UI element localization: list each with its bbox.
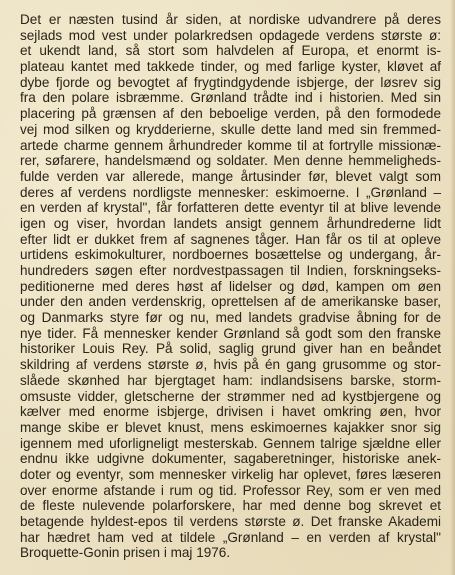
text-line: nye tider. Få mennesker kender Grønland så godt som den franske xyxy=(20,325,441,341)
text-line: plateau kantet med takkede tinder, og med farlige kyster, kløvet af xyxy=(20,59,441,75)
text-line: og Danmarks styre før og nu, med landets gradvise åbning for de xyxy=(20,310,441,326)
text-line: betagende hyldest-epos til verdens største ø. Det franske Akademi xyxy=(20,514,441,529)
text-line: fra den polare isbræmme. Grønland trådte ind i historien. Med sin xyxy=(20,90,441,106)
blurb-text xyxy=(20,12,441,561)
text-line: doter og eventyr, som mennesker virkelig har oplevet, føres læseren xyxy=(20,466,441,482)
text-line: en verden af krystal", får forfatteren dette eventyr til at blive levende xyxy=(20,200,441,216)
text-line: endnu ikke udgivne dokumenter, sagaberetninger, historiske anek- xyxy=(20,451,441,467)
text-line: slåede skønhed har bjergtaget ham: indlandsisens barske, storm- xyxy=(20,372,441,388)
text-line: historiker Louis Rey. På solid, saglig grund giver han en beåndet xyxy=(20,341,441,357)
text-line: over enorme afstande i rum og tid. Professor Rey, som er ven med xyxy=(20,482,441,498)
text-line: vej mod silken og krydderierne, skulle dette land med sin fremmed- xyxy=(20,121,441,137)
text-line: urtidens eskimokulturer, nordboernes bosættelse og undergang, år- xyxy=(20,247,441,263)
text-line: de fleste nulevende polarforskere, har med denne bog skrevet et xyxy=(20,498,441,514)
text-line: deres af verdens nordligste mennesker: eskimoerne. I „Grønland – xyxy=(20,184,441,200)
text-line: sejlads mod vest under polarkredsen opdagede verdens største ø: xyxy=(20,27,441,43)
page-edge-shadow xyxy=(450,0,455,575)
text-line: har hædret ham ved at tildele „Grønland – en verden af krystal" xyxy=(20,529,441,545)
text-line: et ukendt land, så stort som halvdelen af Europa, et enormt is- xyxy=(20,43,441,59)
text-line: peditionerne med deres høst af lidelser og død, kampen om øen xyxy=(20,278,441,294)
text-line: kælver med enorme isbjerge, drivisen i havet omkring øen, hvor xyxy=(20,404,441,420)
text-line: skildring af verdens største ø, hvis på én gang grusomme og stor- xyxy=(20,357,441,373)
text-line: igen og viser, hvordan landets ansigt gennem århundrederne lidt xyxy=(20,215,441,231)
text-line: igennem med uforligneligt mesterskab. Gennem talrige sjældne eller xyxy=(20,435,441,451)
text-line: dybe fjorde og bevogtet af frygtindgydende isbjerge, der løsrev sig xyxy=(20,74,441,90)
text-line: placering på grænsen af den beboelige verden, på den formodede xyxy=(20,106,441,122)
text-line: hundreders søgen efter nordvestpassagen til Indien, forskningseks- xyxy=(20,263,441,278)
text-line: artede charme gennem århundreder komme til at fortrylle missionæ- xyxy=(20,137,441,153)
text-line: omsuste vidder, gletscherne der strømmer ned ad kystbjergene og xyxy=(20,388,441,404)
text-line: Det er næsten tusind år siden, at nordiske udvandrere på deres xyxy=(20,12,441,27)
text-line: Broquette-Gonin prisen i maj 1976. xyxy=(20,545,231,561)
text-line: under den anden verdenskrig, oprettelsen af de amerikanske baser, xyxy=(20,294,441,310)
text-line: fulde verden var allerede, mange årtusinder før, blevet valgt som xyxy=(20,168,441,184)
text-line: mange skibe er blevet knust, mens eskimoernes kajakker snor sig xyxy=(20,419,441,435)
text-line: rer, søfarere, handelsmænd og soldater. Men denne hemmeligheds- xyxy=(20,153,441,169)
text-line: efter lidt er dukket frem af sagnenes tåger. Han får os til at opleve xyxy=(20,231,441,247)
